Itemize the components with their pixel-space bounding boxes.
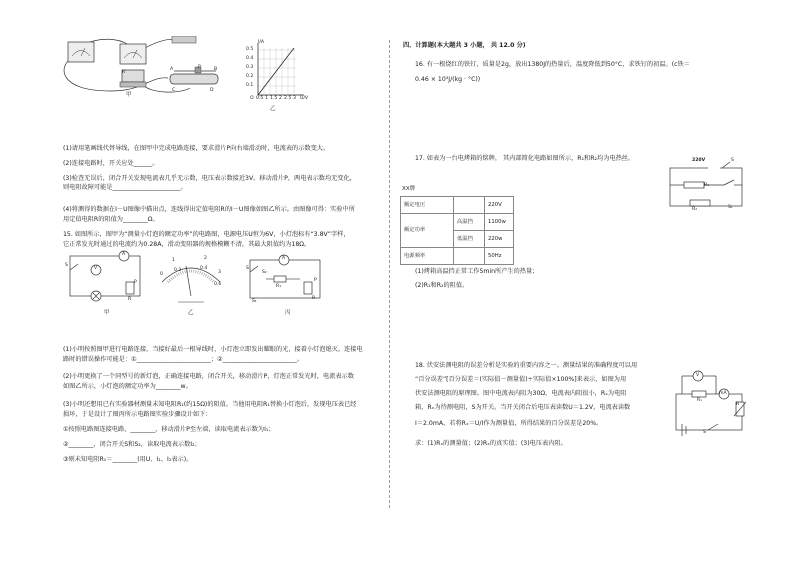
figure-iu-graph (244, 40, 310, 102)
q15-fig-label-yi: 乙 (188, 310, 194, 316)
fig-letter-d: D (210, 88, 214, 93)
q15-fig-label-bing: 丙 (285, 310, 291, 316)
fig-letter-p: P (198, 65, 201, 70)
q15-part3-line2: 损坏，于是设计了图丙所示电路图实验步骤设计如下： (63, 411, 212, 418)
table-cell (454, 248, 485, 265)
q18-ask: 求：(1)Rₓ的测量值；(2)Rₓ的真实值；(3)电压表内阻。 (415, 440, 567, 447)
table-cell: 1100w (485, 214, 514, 231)
fig-letter-r: R (122, 70, 126, 75)
q17-ask2: (2)R₁和R₂的阻值。 (415, 282, 469, 289)
graph-y-tick-02: 0.2 (246, 74, 254, 79)
table-cell: 220w (485, 231, 514, 248)
q18-line3: 伏安法测电阻的原理图。图中电流表内阻为30Ω，电流表内阻很小，Rₓ为电阻 (415, 390, 627, 397)
graph-x-tick-25: 2.5 (284, 96, 292, 101)
graph-y-tick-03: 0.3 (246, 65, 254, 70)
q15-step2: ②________，闭合开关S和S₂，读取电流表示数I₂； (63, 441, 201, 448)
q15-jia-r: R (128, 297, 132, 302)
q15-part3-line1: (3)小明还想用已有实验器材测量未知电阻R₁(约15Ω)的阻值。当他用电阻R₁替换小灯泡后，发现电压表已经 (63, 401, 357, 408)
graph-y-axis-label: I/A (258, 40, 265, 45)
meter-tick-2: 2 (204, 256, 207, 261)
column-divider (389, 40, 390, 508)
table-row (401, 248, 514, 265)
fig-letter-b: B (214, 67, 218, 72)
q15-stem-line2: 它正常发光时通过的电流约为0.28A，滑动变阻器的规格模糊不清，其最大阻值约为18Ω。 (63, 241, 311, 248)
graph-y-tick-04: 0.4 (246, 56, 254, 61)
meter-tick-1: 1 (172, 258, 175, 263)
q17-spec-table (400, 196, 514, 265)
q18-line2: “百分误差”[百分误差＝(实际值－测量值)÷实际值×100%]来表示，如图为用 (415, 376, 627, 383)
q17-circuit-r2: R₂ (692, 207, 698, 212)
q18-circuit-r: R (736, 402, 740, 407)
q16-line2: 0.46 × 10³J/(kg · °C)) (415, 76, 481, 83)
q15-jia-s: S (65, 263, 68, 268)
q17-ask1: (1)烤箱高温挡正常工作5min所产生的热量； (415, 268, 539, 275)
q18-line1: 18. 伏安法测电阻的误差分析是实验的重要内容之一。测量结果的准确程度可以用 (415, 362, 638, 369)
graph-y-tick-01: 0.1 (246, 83, 254, 88)
graph-x-tick-15: 1.5 (270, 96, 278, 101)
table-row (401, 214, 514, 231)
table-cell: 额定功率 (401, 214, 454, 248)
q15-stem-line1: 15. 如图所示，图甲为“测量小灯泡的额定功率”的电路图，电源电压U恒为6V，小灯泡标有“3.8V”字样， (63, 231, 350, 238)
q15-part1-line2: 路时的错误操作可能是：①________________________；②________________________。 (63, 356, 304, 363)
q15-bing-a: A (282, 256, 286, 261)
q15-step1: ①按照电路图连接电路，________，移动滑片P至左端，读取电流表示数为I₁； (63, 426, 275, 433)
q18-circuit-s: S (703, 430, 706, 435)
table-cell (454, 197, 485, 214)
q15-jia-v: V (94, 266, 98, 271)
q17-circuit-voltage: 220V (692, 158, 706, 163)
q17-circuit-r1: R₁ (704, 183, 710, 188)
meter-tick-02: 0.2 (174, 268, 182, 273)
q15-jia-p: P (134, 280, 137, 285)
q15-bing-s: S (246, 266, 249, 271)
q18-circuit-rx: Rₓ (697, 398, 703, 403)
graph-x-tick-2: 2 (279, 96, 282, 101)
q18-line4: 箱，Rₓ为待测电阻，S为开关。当开关闭合后电压表读数U＝1.2V，电流表读数 (415, 404, 631, 411)
q14-part2: (2)连接电路时，开关应处______。 (63, 160, 159, 167)
figure-q15-ammeter-yi (158, 256, 224, 306)
q17-circuit-s1: S₁ (728, 205, 733, 210)
fig-label-yi: 乙 (270, 106, 276, 112)
graph-x-tick-1: 1 (265, 96, 268, 101)
q15-bing-s2: S₂ (262, 270, 267, 275)
table-cell: 220V (485, 197, 514, 214)
table-row (401, 197, 514, 214)
graph-origin: O (250, 96, 254, 101)
q17-brand: XX牌 (402, 186, 416, 192)
table-cell: 低温挡 (454, 231, 485, 248)
q15-jia-a: A (122, 252, 126, 257)
q14-part3-line2: 则电阻故障可能是______________________。 (63, 184, 187, 191)
figure-q15-circuit-jia (64, 250, 148, 304)
table-cell: 额定电压 (401, 197, 454, 214)
table-cell: 电源频率 (401, 248, 454, 265)
q16-line1: 16. 有一根烧红的铁钉，质量是2g，放出1380J的热量后，温度降低到50°C，求铁钉的初温。(c铁＝ (415, 61, 690, 68)
graph-x-tick-3: 3 (293, 96, 296, 101)
q15-bing-r: R (312, 296, 316, 301)
fig-letter-c: C (172, 88, 176, 93)
q14-part4-line2: 用定值电阻R的阻值为________Ω。 (63, 216, 159, 223)
graph-y-tick-05: 0.5 (246, 47, 254, 52)
table-cell: 高温挡 (454, 214, 485, 231)
meter-tick-06: 0.6 (214, 282, 222, 287)
q17-circuit-s: S (731, 158, 734, 163)
q15-fig-label-jia: 甲 (104, 310, 110, 316)
meter-tick-04: 0.4 (200, 266, 208, 271)
meter-tick-3: 3 (218, 270, 221, 275)
fig-letter-a: A (170, 67, 174, 72)
q14-part3-line1: (3)检查无误后，闭合开关发现电流表几乎无示数，电压表示数接近3V。移动滑片P，两电表示数均无变化， (63, 175, 356, 182)
graph-x-axis-label: U/V (300, 96, 309, 101)
q18-circuit-ma: mA (719, 391, 727, 396)
q15-part1-line1: (1)小明按照图甲进行电路连接，当接好最后一根导线时，小灯泡立即发出耀眼的光，接着小灯泡熄灭。连接电 (63, 346, 363, 353)
q14-part1: (1)请用笔画线代替导线，在图甲中完成电路连接，要求滑片P向右端滑动时，电流表的示数变大。 (63, 145, 330, 152)
section4-title: 四、计算题(本大题共 3 小题， 共 12.0 分) (403, 42, 526, 49)
q15-bing-r1: R₁ (276, 284, 282, 289)
meter-tick-0: 0 (160, 272, 163, 277)
q14-part4-line1: (4)将测得的数据在I－U图像中描出点，连线得出定值电阻R的I－U图像如图乙所示。由图像可得：实验中所 (63, 206, 355, 213)
fig-label-jia: 甲 (126, 92, 132, 98)
q15-part2-line1: (2)小明更换了一个同型号的新灯泡，正确连接电路，闭合开关，移动滑片P，灯泡正常发光时，电流表示数 (63, 373, 354, 380)
q15-bing-s1: S₁ (252, 299, 257, 304)
q15-bing-p: P (314, 278, 317, 283)
q15-part2-line2: 如图乙所示，小灯泡的额定功率为________w。 (63, 383, 192, 390)
table-cell: 50Hz (485, 248, 514, 265)
figure-q18-circuit (668, 364, 750, 436)
q15-step3: ③则未知电阻R₁＝________(用U、I₁、I₂表示)。 (63, 456, 193, 463)
q18-line5: I＝2.0mA，若将Rₓ＝U/I作为测量值，所得结果的百分误差是20%。 (415, 420, 603, 427)
q18-circuit-v: V (696, 373, 700, 378)
graph-x-tick-05: 0.5 (256, 96, 264, 101)
q17-stem: 17. 如表为一台电烤箱的铭牌， 其内部简化电路如图所示，R₁和R₂均为电热丝。 (415, 155, 635, 162)
